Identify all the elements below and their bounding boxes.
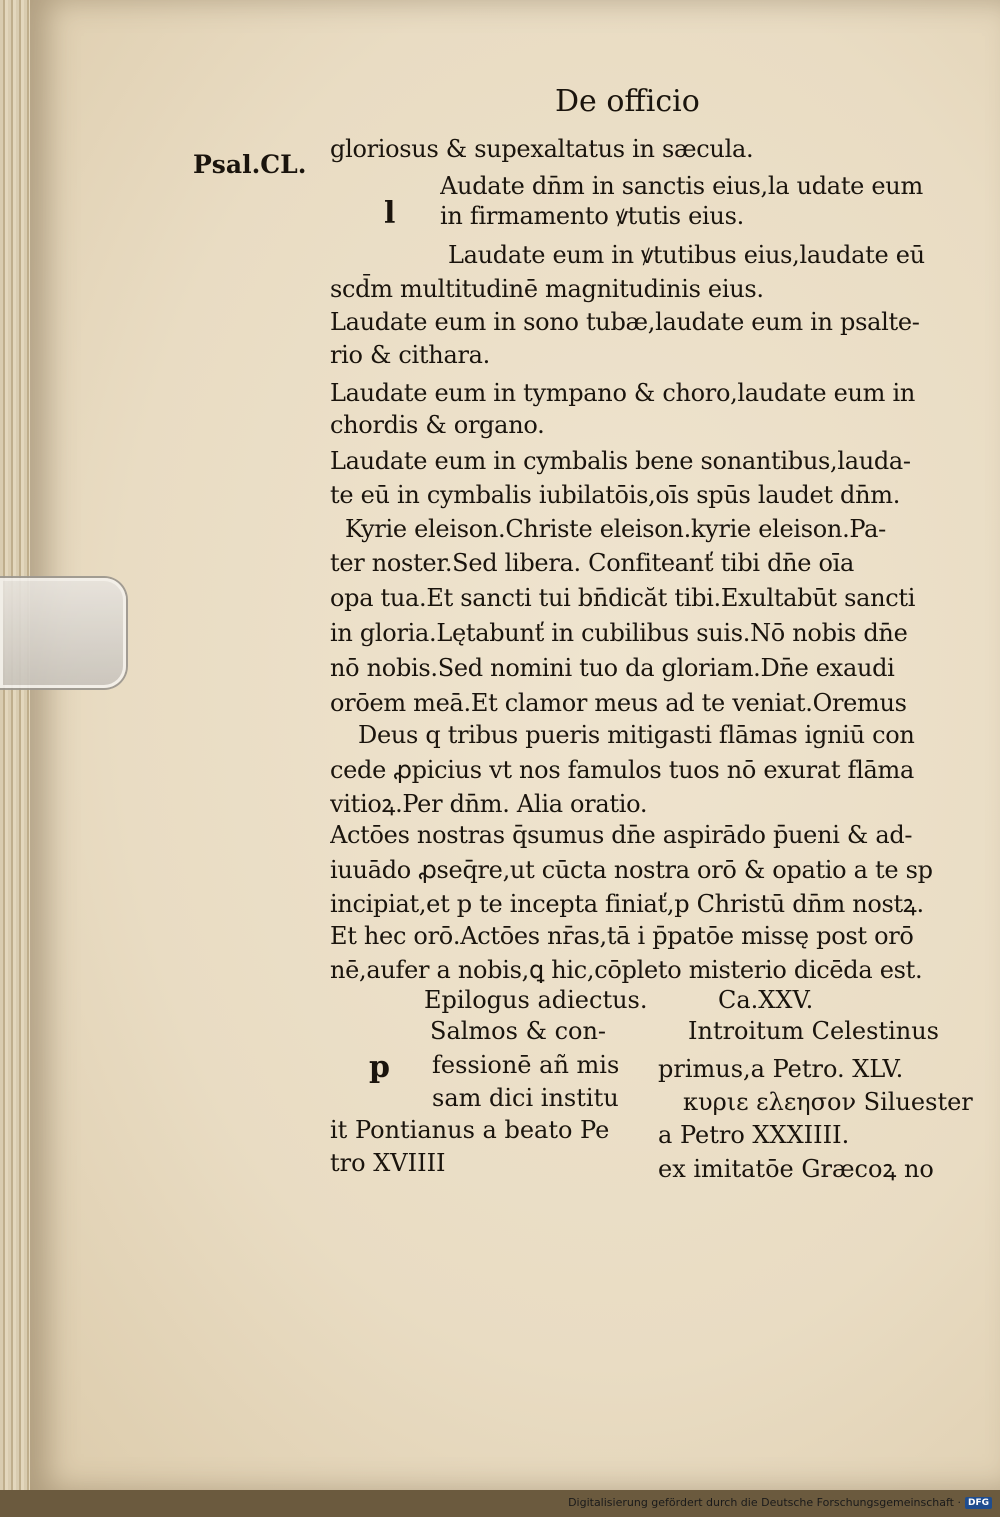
epilogue-left-line: fessionē añ mis xyxy=(432,1051,620,1079)
text-line: Et hec orō.Actōes nr̄as,tā i p̄patōe missę post orō xyxy=(330,922,914,950)
text-line: Deus q tribus pueris mitigasti flāmas igniū con xyxy=(358,721,915,749)
footer-text: Digitalisierung gefördert durch die Deutsche Forschungsgemeinschaft · xyxy=(568,1496,961,1509)
text-line: chordis & organo. xyxy=(330,411,545,439)
initial-letter-p: p xyxy=(369,1050,390,1085)
text-line: Actōes nostras q̄sumus dn̄e aspirādo p̄ueni & ad- xyxy=(330,821,913,849)
epilogue-left-line: it Pontianus a beato Pe xyxy=(330,1116,610,1144)
text-line: Kyrie eleison.Christe eleison.kyrie eleison.Pa- xyxy=(345,515,886,543)
text-line: opa tua.Et sancti tui bn̄dicăt tibi.Exultabūt sancti xyxy=(330,584,916,612)
text-line: Audate dn̄m in sanctis eius,la udate eum xyxy=(440,172,923,200)
epilogue-left-line: Salmos & con- xyxy=(430,1017,607,1045)
text-line: te eū in cymbalis iubilatōis,oīs spūs laudet dn̄m. xyxy=(330,481,901,509)
epilogue-right-line: a Petro XXXIIII. xyxy=(658,1121,850,1149)
text-line: iuuādo ꝓseq̄re,ut cūcta nostra orō & opatio a te sp xyxy=(330,856,933,884)
epilogue-left-line: sam dici institu xyxy=(432,1084,619,1112)
epilogue-right-line: κυριε ελεησον Siluester xyxy=(683,1088,973,1116)
text-line: vitioꝝ.Per dn̄m. Alia oratio. xyxy=(330,790,648,818)
text-line: Laudate eum in cymbalis bene sonantibus,lauda- xyxy=(330,447,911,475)
text-line: incipiat,et p te incepta finiať,p Christū dn̄m nostꝝ. xyxy=(330,890,924,918)
epilogue-left-line: tro XVIIII xyxy=(330,1149,446,1177)
text-line: ter noster.Sed libera. Confiteanť tibi dn̄e oīa xyxy=(330,549,855,577)
page-title: De officio xyxy=(555,84,700,119)
text-line: orōem meā.Et clamor meus ad te veniat.Oremus xyxy=(330,689,907,717)
epilogue-right-line: primus,a Petro. XLV. xyxy=(658,1055,904,1083)
epilogue-right-line: ex imitatōe Græcoꝝ no xyxy=(658,1155,934,1183)
text-line: in firmamento ꝟtutis eius. xyxy=(440,202,744,230)
text-line: rio & cithara. xyxy=(330,341,490,369)
text-line: Laudate eum in tympano & choro,laudate eum in xyxy=(330,379,915,407)
text-line: Laudate eum in sono tubæ,laudate eum in psalte- xyxy=(330,308,920,336)
margin-note: Psal.CL. xyxy=(193,150,307,179)
text-line: nē,aufer a nobis,ꝗ hic,cōpleto misterio dicēda est. xyxy=(330,956,923,984)
text-line: cede ꝓpicius vt nos famulos tuos nō exurat flāma xyxy=(330,756,914,784)
text-line: nō nobis.Sed nomini tuo da gloriam.Dn̄e exaudi xyxy=(330,654,895,682)
dfg-logo-icon: DFG xyxy=(965,1497,992,1509)
bookmark-clip xyxy=(0,578,126,688)
initial-letter-l: l xyxy=(384,196,396,231)
text-line: in gloria.Lętabunť in cubilibus suis.Nō nobis dn̄e xyxy=(330,619,908,647)
funding-footer xyxy=(568,1496,992,1509)
epilogue-right-line: Introitum Celestinus xyxy=(688,1017,939,1045)
text-line: gloriosus & supexaltatus in sæcula. xyxy=(330,135,754,163)
text-line: Laudate eum in ꝟtutibus eius,laudate eū xyxy=(448,241,925,269)
epilogue-heading: Epilogus adiectus. xyxy=(424,986,648,1014)
epilogue-chapter: Ca.XXV. xyxy=(718,986,814,1014)
text-line: scd̄m multitudinē magnitudinis eius. xyxy=(330,275,764,303)
